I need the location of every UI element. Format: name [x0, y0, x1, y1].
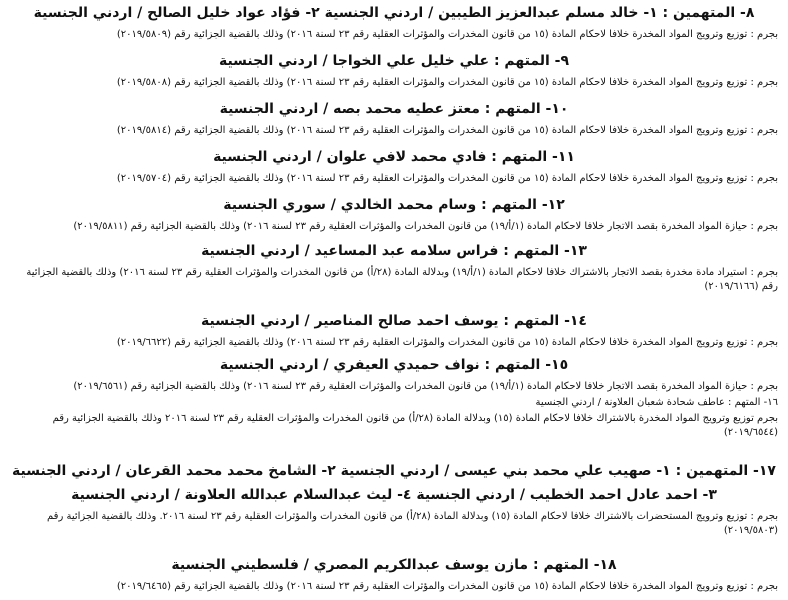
accused-16-line: ١٦- المتهم : عاطف شحادة شعبان العلاونة / اردني الجنسية	[535, 397, 778, 408]
accused-name-heading: ٨- المتهمين : ١- خالد مسلم عبدالعزيز الطيبين / اردني الجنسية ٢- فؤاد عواد خليل الصالح / اردني الجنسية	[33, 5, 755, 21]
accused-name-heading: ١٥- المتهم : نواف حميدي العيفري / اردني الجنسية	[219, 357, 569, 373]
accused-entry-13	[10, 242, 778, 294]
accused-entry-11	[10, 148, 778, 186]
accused-entry-15	[10, 356, 778, 440]
accused-name-heading: ١٠- المتهم : معتز عطيه محمد بصه / اردني الجنسية	[219, 101, 569, 117]
charge-text: بجرم : توزيع وترويج المواد المخدرة خلافا لاحكام المادة (١٥ من قانون المخدرات والمؤثرات العقلية رقم ٢٣ لسنة ٢٠١٦) وذلك بالقضية الجزائية رقم (٢٠١٩/٥٨١٤)	[116, 125, 778, 136]
accused-entry-17	[10, 462, 778, 538]
charge-text: بجرم : توزيع وترويج المواد المخدرة خلافا لاحكام المادة (١٥ من قانون المخدرات والمؤثرات العقلية رقم ٢٣ لسنة ٢٠١٦) وذلك بالقضية الجزائية رقم (٢٠١٩/٥٧٠٤)	[116, 173, 778, 184]
accused-entry-9	[10, 52, 778, 90]
accused-entry-8	[10, 4, 778, 42]
charge-text: بجرم : توزيع وترويج المواد المخدرة خلافا لاحكام المادة (١٥ من قانون المخدرات والمؤثرات العقلية رقم ٢٣ لسنة ٢٠١٦) وذلك بالقضية الجزائية رقم (٢٠١٩/٦٤٦٥)	[116, 581, 778, 592]
accused-name-heading: ١٨- المتهم : مازن يوسف عبدالكريم المصري / فلسطيني الجنسية	[171, 557, 617, 573]
accused-name-heading: ١٢- المتهم : وسام محمد الخالدي / سوري الجنسية	[223, 197, 565, 213]
accused-name-heading: ١٣- المتهم : فراس سلامه عبد المساعيد / اردني الجنسية	[201, 243, 587, 259]
accused-name-heading: ٩- المتهم : علي خليل علي الخواجا / اردني الجنسية	[218, 53, 570, 69]
accused-name-heading-continued: ٣- احمد عادل احمد الخطيب / اردني الجنسية ٤- ليث عبدالسلام عبدالله العلاونة / اردني الجنسية	[71, 487, 717, 503]
charge-text: بجرم : توزيع وترويج المواد المخدرة خلافا لاحكام المادة (١٥ من قانون المخدرات والمؤثرات العقلية رقم ٢٣ لسنة ٢٠١٦) وذلك بالقضية الجزائية رقم (٢٠١٩/٦٦٢٢)	[116, 337, 778, 348]
charge-text: بجرم : حيازة المواد المخدرة بقصد الاتجار خلافا لاحكام المادة (١/أ/١٩) من قانون المخدرات والمؤثرات العقلية رقم ٢٣ لسنة ٢٠١٦) وذلك بالقضية الجزائية رقم (٢٠١٩/٥٨١١)	[73, 221, 778, 232]
accused-name-heading: ١٧- المتهمين : ١- صهيب علي محمد بني عيسى / اردني الجنسية ٢- الشامخ محمد محمد القرعان / اردني الجنسية	[12, 463, 776, 479]
charge-text: بجرم : توزيع وترويج المواد المخدرة خلافا لاحكام المادة (١٥ من قانون المخدرات والمؤثرات العقلية رقم ٢٣ لسنة ٢٠١٦) وذلك بالقضية الجزائية رقم (٢٠١٩/٥٨٠٩)	[116, 29, 778, 40]
accused-name-heading: ١٤- المتهم : يوسف احمد صالح المناصير / اردني الجنسية	[201, 313, 587, 329]
charge-text: بجرم : حيازة المواد المخدرة بقصد الاتجار خلافا لاحكام المادة (١/أ/١٩) من قانون المخدرات والمؤثرات العقلية رقم ٢٣ لسنة ٢٠١٦) وذلك بالقضية الجزائية رقم (٢٠١٩/٦٥٦١)	[73, 381, 778, 392]
accused-entry-10	[10, 100, 778, 138]
charge-text: بجرم : توزيع وترويج المستحضرات بالاشتراك خلافا لاحكام المادة (١٥) وبدلالة المادة (٢٨/أ) من قانون المخدرات والمؤثرات العقلية رقم ٢٣ لسنة ٢٠١٦. وذلك بالقضية الجزائية رقم (٢٠١٩/٥٨٠٣)	[47, 511, 778, 536]
charge-text: بجرم : استيراد مادة مخدرة بقصد الاتجار بالاشتراك خلافا لاحكام المادة (١/أ/١٩) وبدلالة المادة (٢٨/أ) من قانون المخدرات والمؤثرات العقلية رقم ٢٣ لسنة ٢٠١٦) وذلك بالقضية الجزائية رقم (٢٠١٩/٦١٦٦)	[26, 267, 778, 292]
accused-entry-14	[10, 312, 778, 350]
accused-entry-18	[10, 556, 778, 594]
charge-text-16: بجرم توزيع وترويج المواد المخدرة بالاشتراك خلافا لاحكام المادة (١٥) وبدلالة المادة (٢٨/أ) من قانون المخدرات والمؤثرات العقلية رقم ٢٣ لسنة ٢٠١٦ وذلك بالقضية الجزائية رقم (٢٠١٩/٦٥٤٤)	[52, 413, 778, 438]
accused-name-heading: ١١- المتهم : فادي محمد لافي علوان / اردني الجنسية	[213, 149, 575, 165]
accused-entry-12	[10, 196, 778, 234]
charge-text: بجرم : توزيع وترويج المواد المخدرة خلافا لاحكام المادة (١٥ من قانون المخدرات والمؤثرات العقلية رقم ٢٣ لسنة ٢٠١٦) وذلك بالقضية الجزائية رقم (٢٠١٩/٥٨٠٨)	[116, 77, 778, 88]
